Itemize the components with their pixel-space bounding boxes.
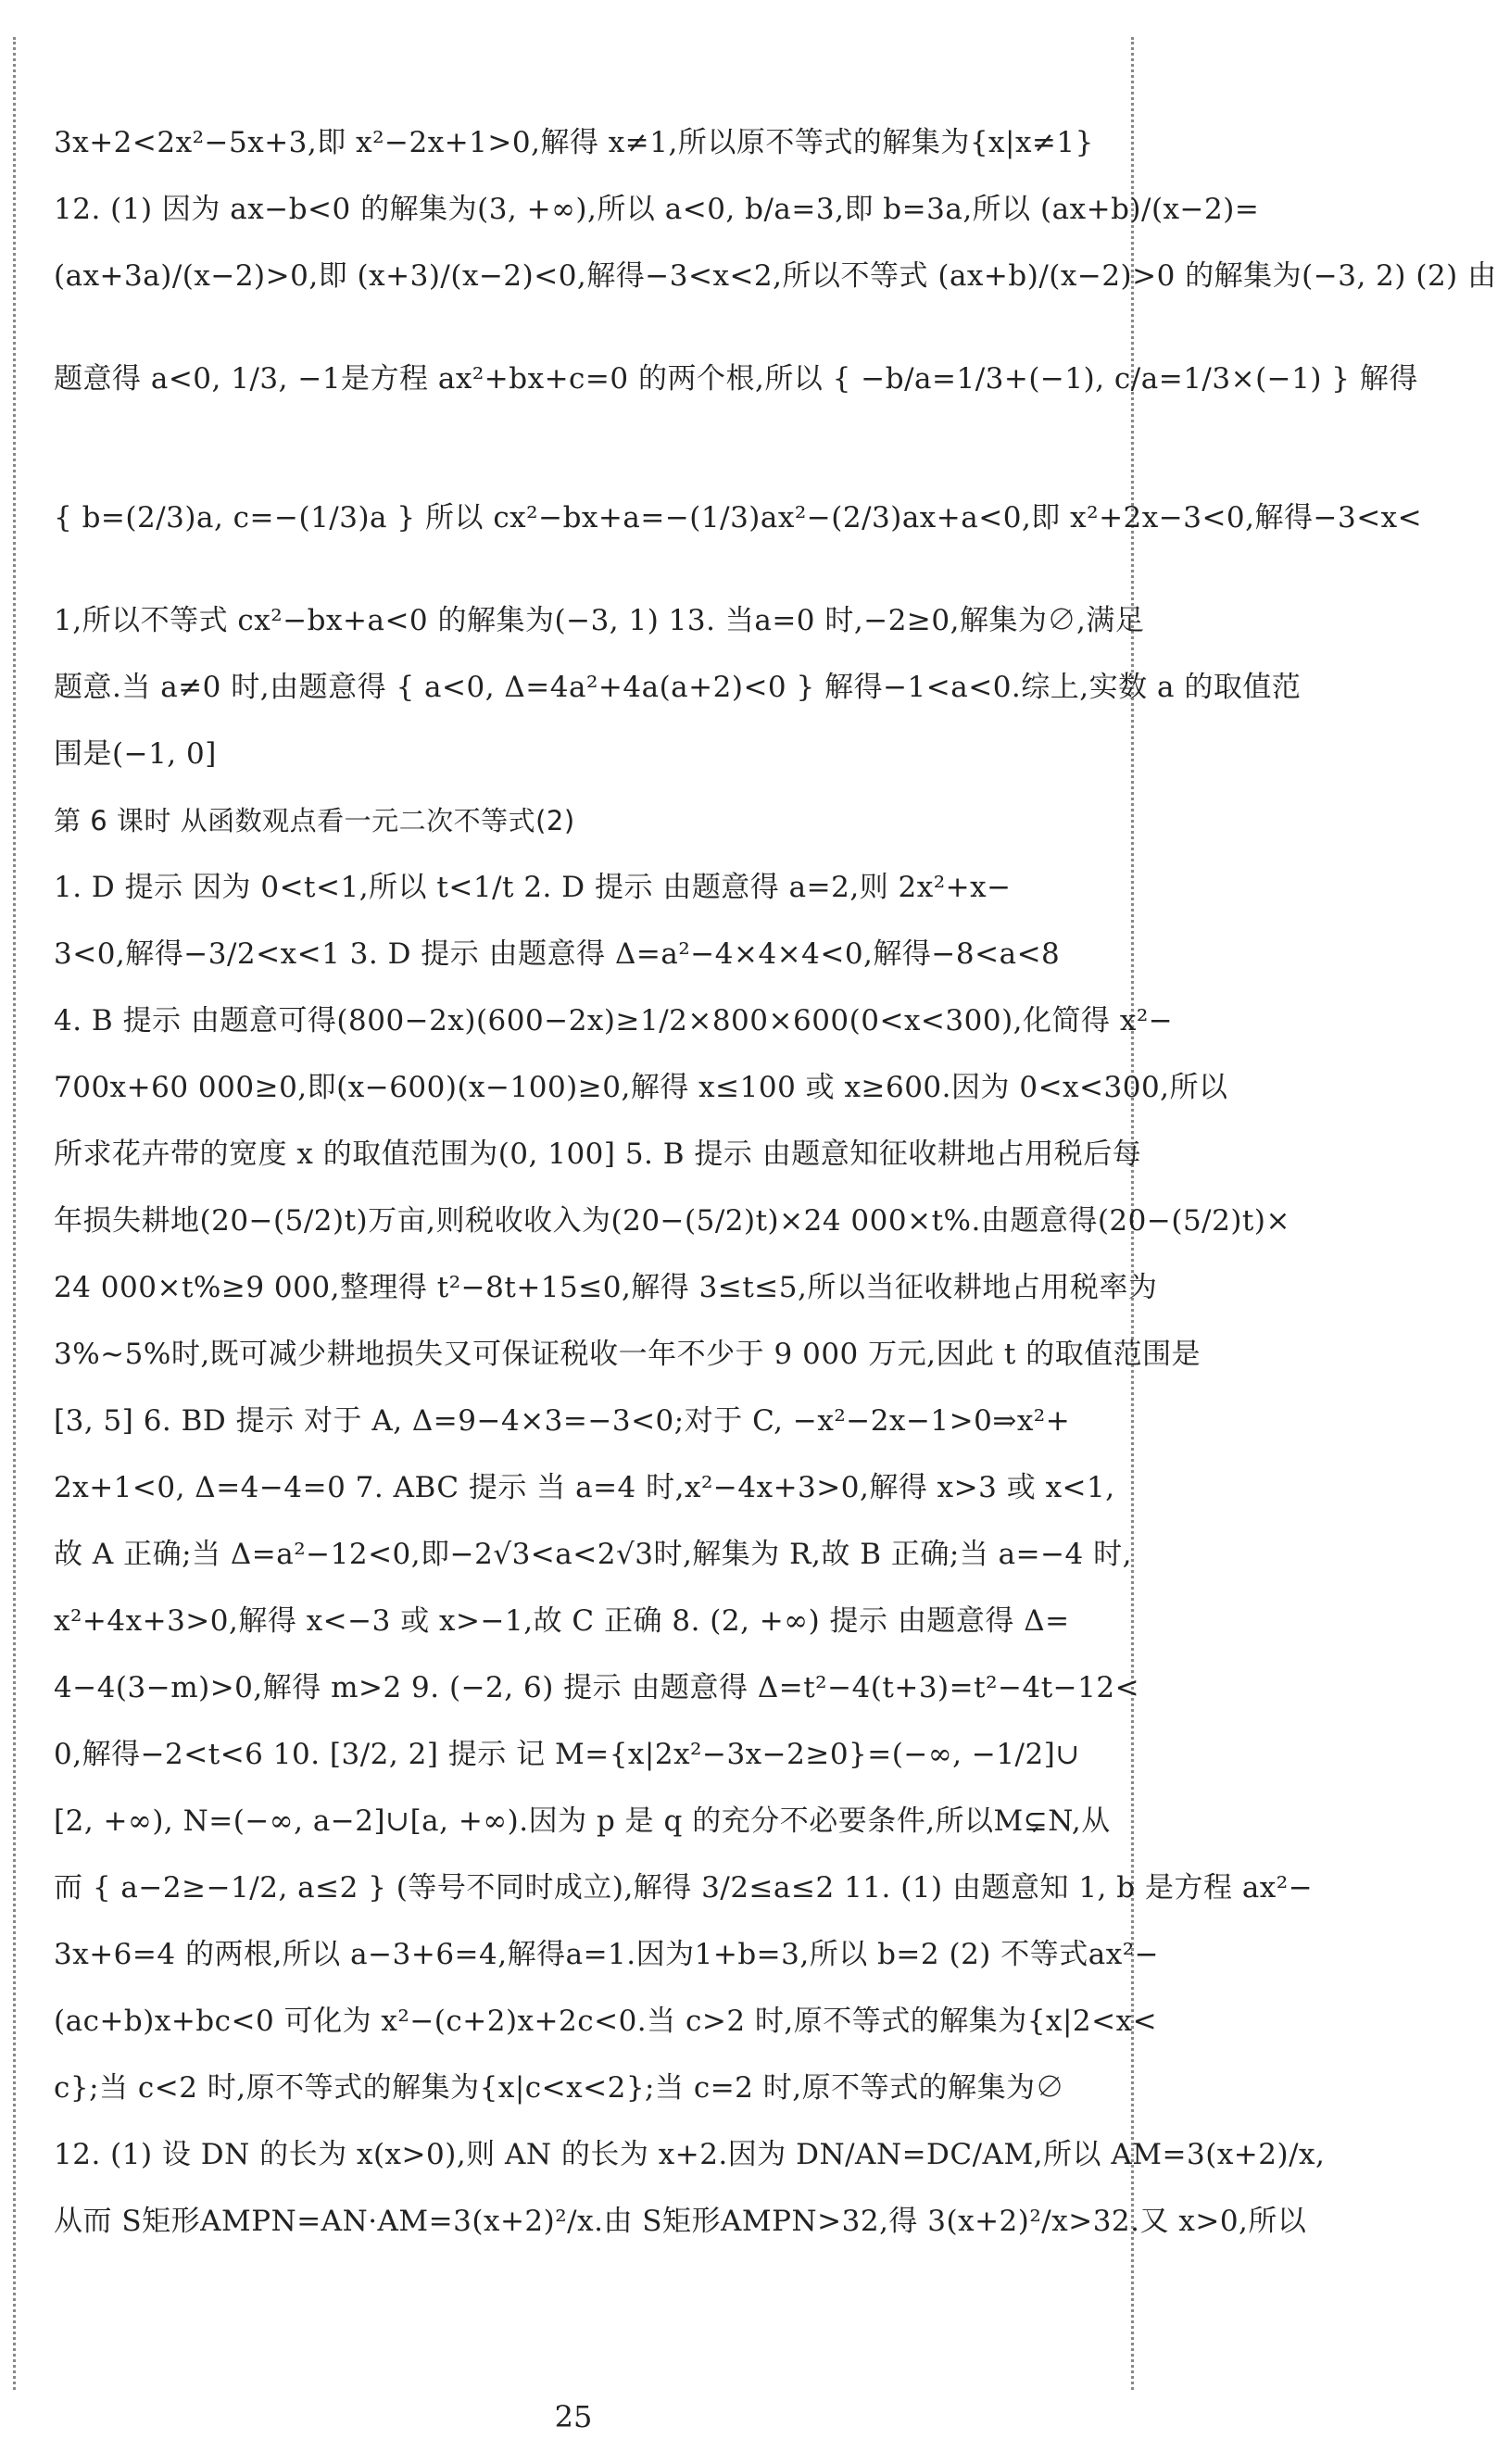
section-title: 第 6 课时 从函数观点看一元二次不等式(2)	[54, 805, 575, 836]
text-line: [3, 5] 6. BD 提示 对于 A, Δ=9−4×3=−3<0;对于 C, −x²−2x−1>0⇒x²+	[54, 1404, 1071, 1438]
text-line: 所求花卉带的宽度 x 的取值范围为(0, 100] 5. B 提示 由题意知征收耕地占用税后每	[54, 1138, 1142, 1171]
text-line: 从而 S矩形AMPN=AN·AM=3(x+2)²/x.由 S矩形AMPN>32,得 3(x+2)²/x>32.又 x>0,所以	[54, 2205, 1307, 2238]
text-line: 1. D 提示 因为 0<t<1,所以 t<1/t 2. D 提示 由题意得 a=2,则 2x²+x−	[54, 871, 1012, 904]
text-line: [2, +∞), N=(−∞, a−2]∪[a, +∞).因为 p 是 q 的充分不必要条件,所以M⊊N,从	[54, 1804, 1111, 1838]
text-line: 0,解得−2<t<6 10. [3/2, 2] 提示 记 M={x|2x²−3x−2≥0}=(−∞, −1/2]∪	[54, 1738, 1080, 1771]
answer-text	[54, 109, 1497, 2255]
text-line: 1,所以不等式 cx²−bx+a<0 的解集为(−3, 1) 13. 当a=0 时,−2≥0,解集为∅,满足	[54, 604, 1145, 637]
text-line: 故 A 正确;当 Δ=a²−12<0,即−2√3<a<2√3时,解集为 R,故 B 正确;当 a=−4 时,	[54, 1538, 1132, 1571]
text-line: 而 { a−2≥−1/2, a≤2 } (等号不同时成立),解得 3/2≤a≤2 11. (1) 由题意知 1, b 是方程 ax²−	[54, 1871, 1314, 1905]
text-line: 年损失耕地(20−(5/2)t)万亩,则税收收入为(20−(5/2)t)×24 000×t%.由题意得(20−(5/2)t)×	[54, 1204, 1290, 1238]
text-line: 围是(−1, 0]	[54, 737, 217, 771]
text-line: 12. (1) 设 DN 的长为 x(x>0),则 AN 的长为 x+2.因为 DN/AN=DC/AM,所以 AM=3(x+2)/x,	[54, 2138, 1326, 2171]
text-line: (ac+b)x+bc<0 可化为 x²−(c+2)x+2c<0.当 c>2 时,原不等式的解集为{x|2<x<	[54, 2005, 1158, 2038]
text-line: 2x+1<0, Δ=4−4=0 7. ABC 提示 当 a=4 时,x²−4x+3>0,解得 x>3 或 x<1,	[54, 1471, 1115, 1504]
text-line: 3x+2<2x²−5x+3,即 x²−2x+1>0,解得 x≠1,所以原不等式的解集为{x|x≠1}	[54, 126, 1094, 159]
text-line: 4. B 提示 由题意可得(800−2x)(600−2x)≥1/2×800×600(0<x<300),化简得 x²−	[54, 1004, 1174, 1037]
text-line: 题意得 a<0, 1/3, −1是方程 ax²+bx+c=0 的两个根,所以 { −b/a=1/3+(−1), c/a=1/3×(−1) } 解得	[54, 362, 1418, 396]
text-line: 3%~5%时,既可减少耕地损失又可保证税收一年不少于 9 000 万元,因此 t 的取值范围是	[54, 1338, 1201, 1371]
page-number: 25	[554, 2399, 593, 2434]
left-margin-rule	[13, 37, 16, 2390]
text-line: 3<0,解得−3/2<x<1 3. D 提示 由题意得 Δ=a²−4×4×4<0,解得−8<a<8	[54, 937, 1061, 971]
text-line: 700x+60 000≥0,即(x−600)(x−100)≥0,解得 x≤100 或 x≥600.因为 0<x<300,所以	[54, 1071, 1228, 1104]
text-line: (ax+3a)/(x−2)>0,即 (x+3)/(x−2)<0,解得−3<x<2,所以不等式 (ax+b)/(x−2)>0 的解集为(−3, 2) (2) 由	[54, 259, 1497, 293]
text-line: 3x+6=4 的两根,所以 a−3+6=4,解得a=1.因为1+b=3,所以 b=2 (2) 不等式ax²−	[54, 1938, 1160, 1971]
text-line: x²+4x+3>0,解得 x<−3 或 x>−1,故 C 正确 8. (2, +∞) 提示 由题意得 Δ=	[54, 1604, 1070, 1638]
text-line: 4−4(3−m)>0,解得 m>2 9. (−2, 6) 提示 由题意得 Δ=t²−4(t+3)=t²−4t−12<	[54, 1671, 1140, 1704]
text-line: 题意.当 a≠0 时,由题意得 { a<0, Δ=4a²+4a(a+2)<0 } 解得−1<a<0.综上,实数 a 的取值范	[54, 671, 1302, 704]
text-line: 12. (1) 因为 ax−b<0 的解集为(3, +∞),所以 a<0, b/a=3,即 b=3a,所以 (ax+b)/(x−2)=	[54, 193, 1260, 226]
text-line: c};当 c<2 时,原不等式的解集为{x|c<x<2};当 c=2 时,原不等式的解集为∅	[54, 2071, 1065, 2105]
text-line: 24 000×t%≥9 000,整理得 t²−8t+15≤0,解得 3≤t≤5,所以当征收耕地占用税率为	[54, 1271, 1158, 1304]
text-line: { b=(2/3)a, c=−(1/3)a } 所以 cx²−bx+a=−(1/3)ax²−(2/3)ax+a<0,即 x²+2x−3<0,解得−3<x<	[54, 501, 1423, 534]
